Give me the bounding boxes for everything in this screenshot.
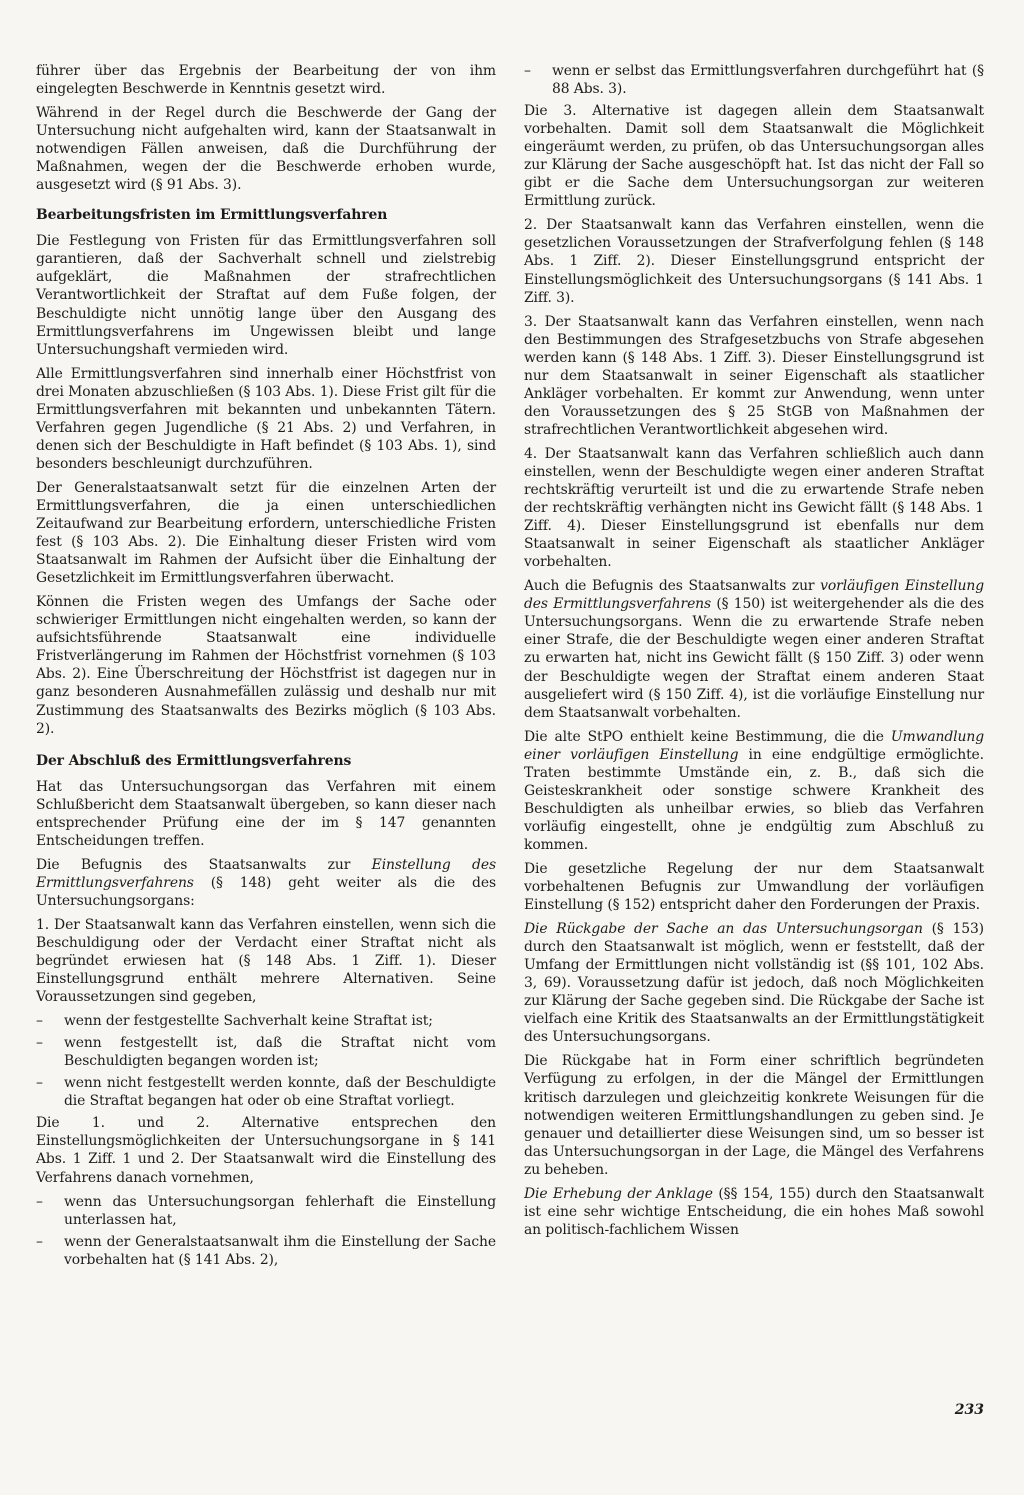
page-number: 233	[954, 1402, 984, 1418]
dash-mark: –	[36, 1013, 43, 1030]
text-run: Die alte StPO enthielt keine Bestimmung, die die	[524, 728, 891, 745]
text-run: in eine endgültige ermöglichte. Traten bestimmte Umstände ein, z. B., daß sich die Geisteskrankheit oder sonstige schwere Krankheit des Beschuldigten als unheilbar erwies, so blieb das Verfahren vorläufig eingestellt, ohne je endgültig zum Abschluß zu kommen.	[524, 746, 984, 853]
paragraph: Alle Ermittlungsverfahren sind innerhalb einer Höchstfrist von drei Monaten abzuschließen (§ 103 Abs. 1). Diese Frist gilt für die Ermittlungsverfahren mit bekannten und unbekannten Tätern. Verfahren gegen Jugendliche (§ 21 Abs. 2) und Verfahren, in denen sich der Beschuldigte in Haft befindet (§ 103 Abs. 1), sind besonders beschleunigt durchzuführen.	[36, 365, 496, 472]
list-item	[36, 1012, 496, 1030]
list-item-text: wenn festgestellt ist, daß die Straftat nicht vom Beschuldigten begangen worden ist;	[64, 1035, 496, 1070]
paragraph: 3. Der Staatsanwalt kann das Verfahren einstellen, wenn nach den Bestimmungen des Strafgesetzbuchs von Strafe abgesehen werden kann (§ 148 Abs. 1 Ziff. 3). Dieser Einstellungsgrund ist nur dem Staatsanwalt in seiner Eigenschaft als staatlicher Ankläger vorbehalten. Er kommt zur Anwendung, wenn unter den Voraussetzungen des § 25 StGB von Maßnahmen der strafrechtlichen Verantwortlichkeit abgesehen wird.	[524, 313, 984, 438]
text-run: Die Befugnis des Staatsanwalts zur	[36, 856, 372, 873]
dash-mark: –	[36, 1035, 43, 1052]
paragraph	[36, 856, 496, 910]
left-column	[36, 62, 496, 1273]
emphasis: Die Rückgabe der Sache an das Untersuchungsorgan	[524, 921, 923, 938]
list-item	[36, 1193, 496, 1229]
text-run: (§ 153) durch den Staatsanwalt ist möglich, wenn er feststellt, daß der Umfang der Ermittlungen nicht vollständig ist (§§ 101, 102 Abs. 3, 69). Voraussetzung dafür ist jedoch, daß noch Möglichkeiten zur Klärung der Sache gegeben sind. Die Rückgabe der Sache ist vielfach eine Kritik des Staatsanwalts an der Ermittlungstätigkeit des Untersuchungsorgans.	[524, 921, 985, 1046]
list-item	[36, 1074, 496, 1110]
list-item	[36, 1233, 496, 1269]
list-item-text: wenn das Untersuchungsorgan fehlerhaft die Einstellung unterlassen hat,	[64, 1193, 496, 1228]
emphasis: Die Erhebung der Anklage	[524, 1185, 713, 1202]
paragraph: Die gesetzliche Regelung der nur dem Staatsanwalt vorbehaltenen Befugnis zur Umwandlung der vorläufigen Einstellung (§ 152) entspricht daher den Forderungen der Praxis.	[524, 860, 984, 914]
list-item-text: wenn er selbst das Ermittlungsverfahren durchgeführt hat (§ 88 Abs. 3).	[552, 63, 984, 98]
paragraph: 1. Der Staatsanwalt kann das Verfahren einstellen, wenn sich die Beschuldigung oder der Verdacht einer Straftat nicht als begründet erwiesen hat (§ 148 Abs. 1 Ziff. 1). Dieser Einstellungsgrund enthält mehrere Alternativen. Seine Voraussetzungen sind gegeben,	[36, 916, 496, 1006]
list-item-text: wenn der festgestellte Sachverhalt keine Straftat ist;	[64, 1013, 433, 1030]
paragraph	[524, 920, 984, 1046]
text-columns	[36, 62, 984, 1273]
section-heading-abschluss: Der Abschluß des Ermittlungsverfahrens	[36, 752, 352, 769]
paragraph	[524, 728, 984, 854]
paragraph: Die 3. Alternative ist dagegen allein dem Staatsanwalt vorbehalten. Damit soll dem Staatsanwalt die Möglichkeit eingeräumt werden, zu prüfen, ob das Untersuchungsorgan alles zur Klärung der Sache ausgeschöpft hat. Ist das nicht der Fall so gibt er die Sache dem Untersuchungsorgan zur weiteren Ermittlung zurück.	[524, 103, 984, 210]
emphasis: Einstellung des Ermittlungsverfahrens	[36, 856, 496, 891]
paragraph: 4. Der Staatsanwalt kann das Verfahren schließlich auch dann einstellen, wenn der Beschuldigte wegen einer anderen Straftat rechtskräftig verurteilt ist und die zu erwartende Strafe neben der rechtskräftig verhängten nicht ins Gewicht fällt (§ 148 Abs. 1 Ziff. 4). Dieser Einstellungsgrund ist ebenfalls nur dem Staatsanwalt in seiner Eigenschaft als staatlicher Ankläger vorbehalten.	[524, 445, 984, 571]
text-run: (§ 150) ist weitergehender als die des Untersuchungsorgans. Wenn die zu erwartende Strafe neben einer Strafe, die der Beschuldigte wegen einer anderen Straftat zu erwarten hat, nicht ins Gewicht fällt (§ 150 Ziff. 3) oder wenn der Beschuldigte wegen der Straftat einem anderen Staat ausgeliefert wird (§ 150 Ziff. 4), ist die vorläufige Einstellung nur dem Staatsanwalt vorbehalten.	[524, 596, 984, 721]
section-heading-bearbeitungsfristen: Bearbeitungsfristen im Ermittlungsverfahren	[36, 207, 388, 224]
paragraph: Die Rückgabe hat in Form einer schriftlich begründeten Verfügung zu erfolgen, in der die Mängel der Ermittlungen kritisch darzulegen und gleichzeitig konkrete Weisungen für die notwendigen weiteren Ermittlungshandlungen zu geben sind. Je genauer und detaillierter diese Weisungen sind, um so besser ist das Untersuchungsorgan in der Lage, die Mängel des Verfahrens zu beheben.	[524, 1053, 984, 1178]
paragraph: führer über das Ergebnis der Bearbeitung der von ihm eingelegten Beschwerde in Kenntnis gesetzt wird.	[36, 63, 496, 98]
right-column	[524, 62, 984, 1273]
text-run: Auch die Befugnis des Staatsanwalts zur	[524, 578, 821, 595]
emphasis: vorläufigen Einstellung des Ermittlungsverfahrens	[524, 578, 984, 613]
text-run: (§§ 154, 155) durch den Staatsanwalt ist eine sehr wichtige Entscheidung, die ein hohes Maß sowohl an politisch-fachlichem Wissen	[524, 1185, 984, 1238]
dash-mark: –	[36, 1193, 43, 1210]
list-item	[524, 62, 984, 98]
emphasis: Umwandlung einer vorläufigen Einstellung	[524, 728, 984, 763]
paragraph: Während in der Regel durch die Beschwerde der Gang der Untersuchung nicht aufgehalten wird, kann der Staatsanwalt in notwendigen Fällen anweisen, daß die Durchführung der Maßnahmen, wegen der die Beschwerde erhoben wurde, ausgesetzt wird (§ 91 Abs. 3).	[36, 105, 496, 194]
paragraph: Die 1. und 2. Alternative entsprechen den Einstellungsmöglichkeiten der Untersuchungsorgane in § 141 Abs. 1 Ziff. 1 und 2. Der Staatsanwalt wird die Einstellung des Verfahrens danach vornehmen,	[36, 1115, 496, 1186]
paragraph: Hat das Untersuchungsorgan das Verfahren mit einem Schlußbericht dem Staatsanwalt übergeben, so kann dieser nach entsprechender Prüfung eine der im § 147 genannten Entscheidungen treffen.	[36, 778, 496, 849]
list-item-text: wenn nicht festgestellt werden konnte, daß der Beschuldigte die Straftat begangen hat oder ob eine Straftat vorliegt.	[64, 1075, 496, 1110]
paragraph	[524, 577, 984, 721]
paragraph: Der Generalstaatsanwalt setzt für die einzelnen Arten der Ermittlungsverfahren, die ja einen unterschiedlichen Zeitaufwand zur Bearbeitung erfordern, unterschiedliche Fristen fest (§ 103 Abs. 2). Die Einhaltung dieser Fristen wird vom Staatsanwalt im Rahmen der Aufsicht über die Einhaltung der Gesetzlichkeit im Ermittlungsverfahren überwacht.	[36, 479, 496, 587]
dash-mark: –	[36, 1233, 43, 1250]
paragraph	[524, 1185, 984, 1239]
list-item	[36, 1034, 496, 1070]
dash-mark: –	[524, 63, 531, 79]
paragraph: Können die Fristen wegen des Umfangs der Sache oder schwieriger Ermittlungen nicht eingehalten werden, so kann der aufsichtsführende Staatsanwalt eine individuelle Fristverlängerung im Rahmen der Höchstfrist vornehmen (§ 103 Abs. 2). Eine Überschreitung der Höchstfrist ist dagegen nur in ganz besonderen Ausnahmefällen zulässig und deshalb nur mit Zustimmung des Staatsanwalts des Bezirks möglich (§ 103 Abs. 2).	[36, 594, 496, 737]
paragraph: Die Festlegung von Fristen für das Ermittlungsverfahren soll garantieren, daß der Sachverhalt schnell und zielstrebig aufgeklärt, die Maßnahmen der strafrechtlichen Verantwortlichkeit der Straftat auf dem Fuße folgen, der Beschuldigte nicht unnötig lange über den Ausgang des Ermittlungsverfahrens im Ungewissen bleibt und lange Untersuchungshaft vermieden wird.	[36, 233, 496, 358]
text-run: (§ 148) geht weiter als die des Untersuchungsorgans:	[36, 874, 496, 909]
paragraph: 2. Der Staatsanwalt kann das Verfahren einstellen, wenn die gesetzlichen Voraussetzungen der Strafverfolgung fehlen (§ 148 Abs. 1 Ziff. 2). Dieser Einstellungsgrund entspricht der Einstellungsmöglichkeit des Untersuchungsorgans (§ 141 Abs. 1 Ziff. 3).	[524, 217, 984, 306]
list-item-text: wenn der Generalstaatsanwalt ihm die Einstellung der Sache vorbehalten hat (§ 141 Abs. 2),	[64, 1233, 496, 1268]
dash-mark: –	[36, 1075, 43, 1092]
